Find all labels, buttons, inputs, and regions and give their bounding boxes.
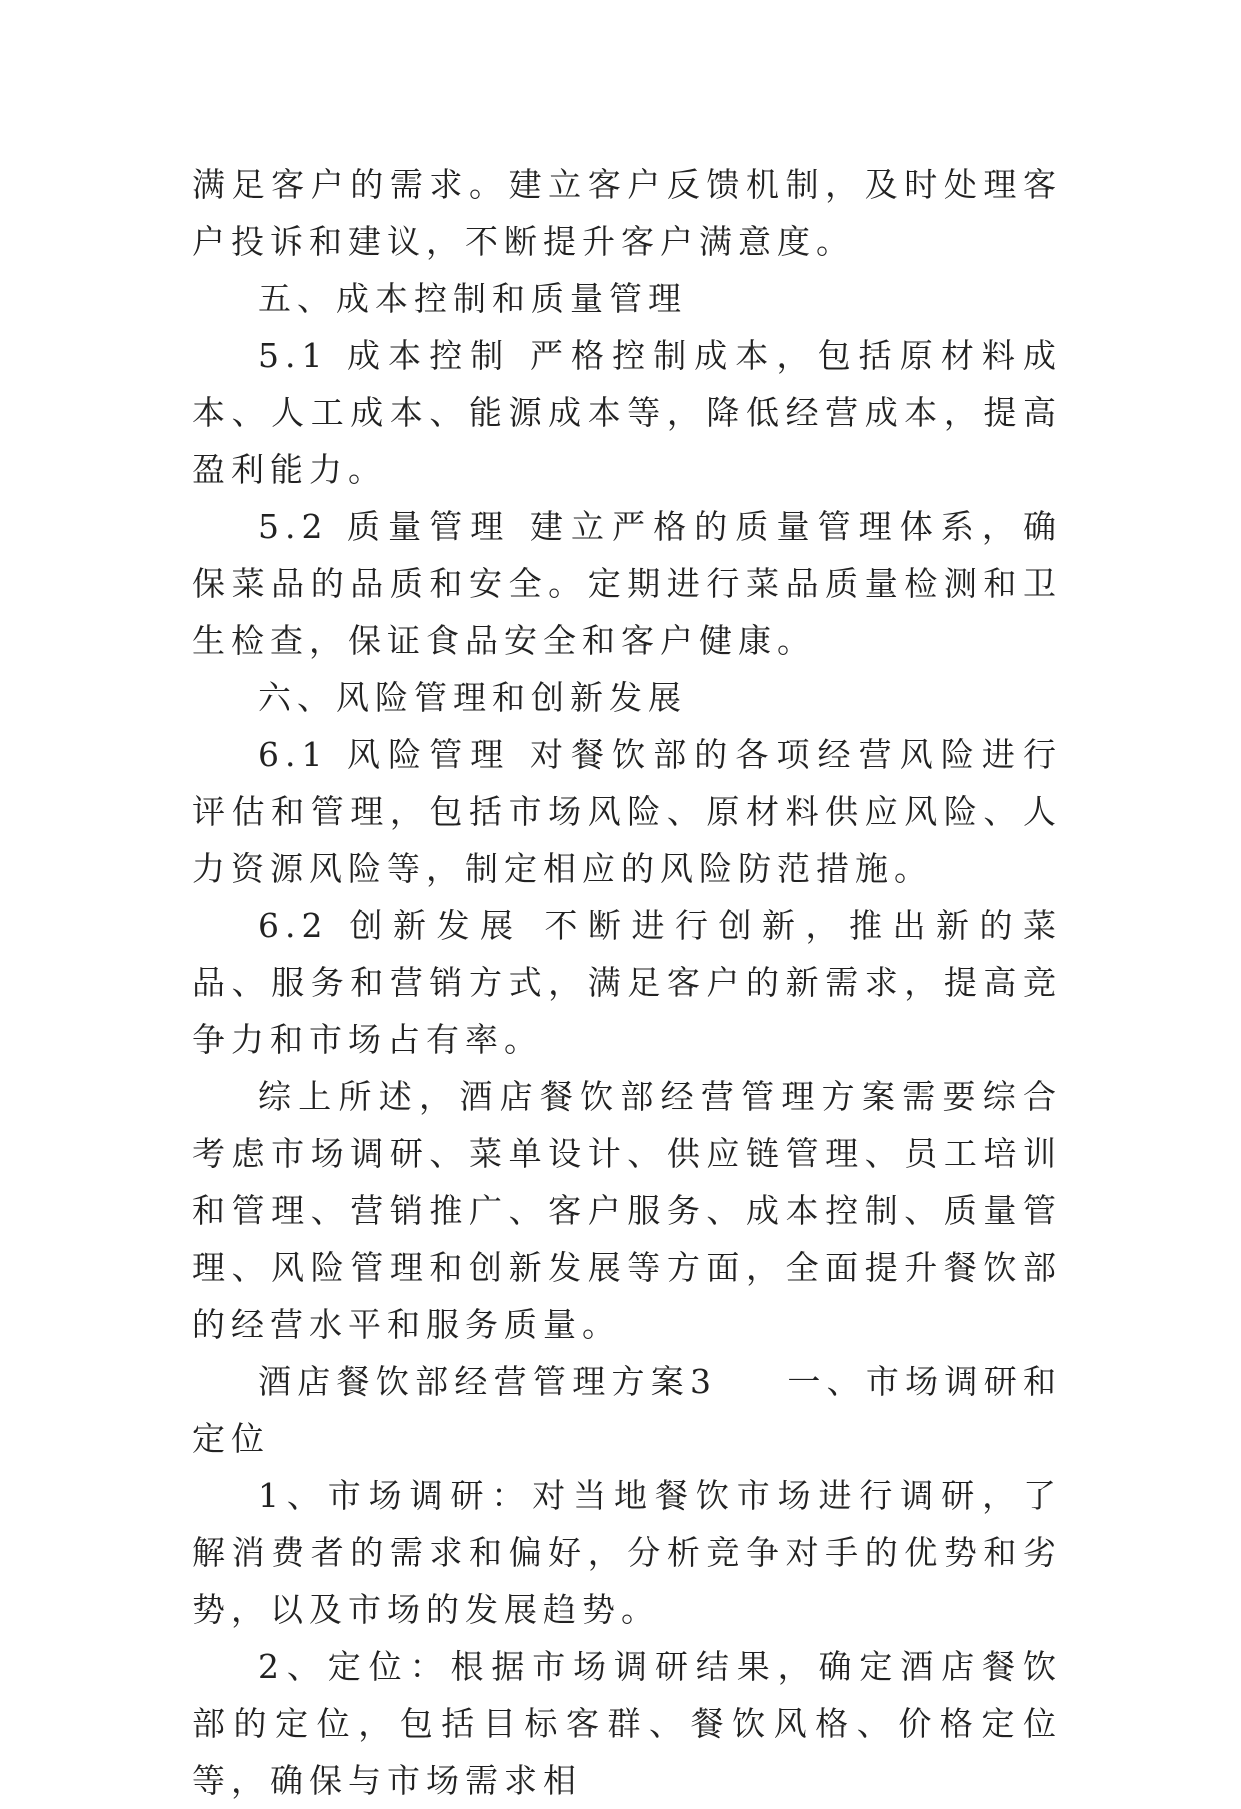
paragraph-summary: 综上所述，酒店餐饮部经营管理方案需要综合考虑市场调研、菜单设计、供应链管理、员工培训和管理、营销推广、客户服务、成本控制、质量管理、风险管理和创新发展等方面，全面提升餐饮部的经营水平和服务质量。 — [192, 1077, 1062, 1344]
paragraph-customer-feedback: 满足客户的需求。建立客户反馈机制，及时处理客户投诉和建议，不断提升客户满意度。 — [192, 165, 1062, 261]
section-heading-cost-quality: 五、成本控制和质量管理 — [258, 279, 687, 318]
paragraph-positioning: 2、定位：根据市场调研结果，确定酒店餐饮部的定位，包括目标客群、餐饮风格、价格定位等，确保与市场需求相 — [192, 1647, 1062, 1800]
section-heading-risk-innovation: 六、风险管理和创新发展 — [258, 678, 687, 717]
document-body — [192, 156, 1062, 1809]
plan-3-title: 酒店餐饮部经营管理方案3 — [258, 1362, 718, 1401]
paragraph-cost-control: 5.1 成本控制 严格控制成本，包括原材料成本、人工成本、能源成本等，降低经营成本，提高盈利能力。 — [192, 336, 1062, 489]
section-heading-market-research: 一、市场调研和定位 — [192, 1362, 1063, 1458]
plan-3-title-line — [192, 1353, 1062, 1467]
paragraph-innovation: 6.2 创新发展 不断进行创新，推出新的菜品、服务和营销方式，满足客户的新需求，提高竞争力和市场占有率。 — [192, 906, 1062, 1059]
paragraph-risk-management: 6.1 风险管理 对餐饮部的各项经营风险进行评估和管理，包括市场风险、原材料供应风险、人力资源风险等，制定相应的风险防范措施。 — [192, 735, 1062, 888]
paragraph-market-research: 1、市场调研：对当地餐饮市场进行调研，了解消费者的需求和偏好，分析竞争对手的优势和劣势，以及市场的发展趋势。 — [192, 1476, 1062, 1629]
paragraph-quality-management: 5.2 质量管理 建立严格的质量管理体系，确保菜品的品质和安全。定期进行菜品质量检测和卫生检查，保证食品安全和客户健康。 — [192, 507, 1062, 660]
